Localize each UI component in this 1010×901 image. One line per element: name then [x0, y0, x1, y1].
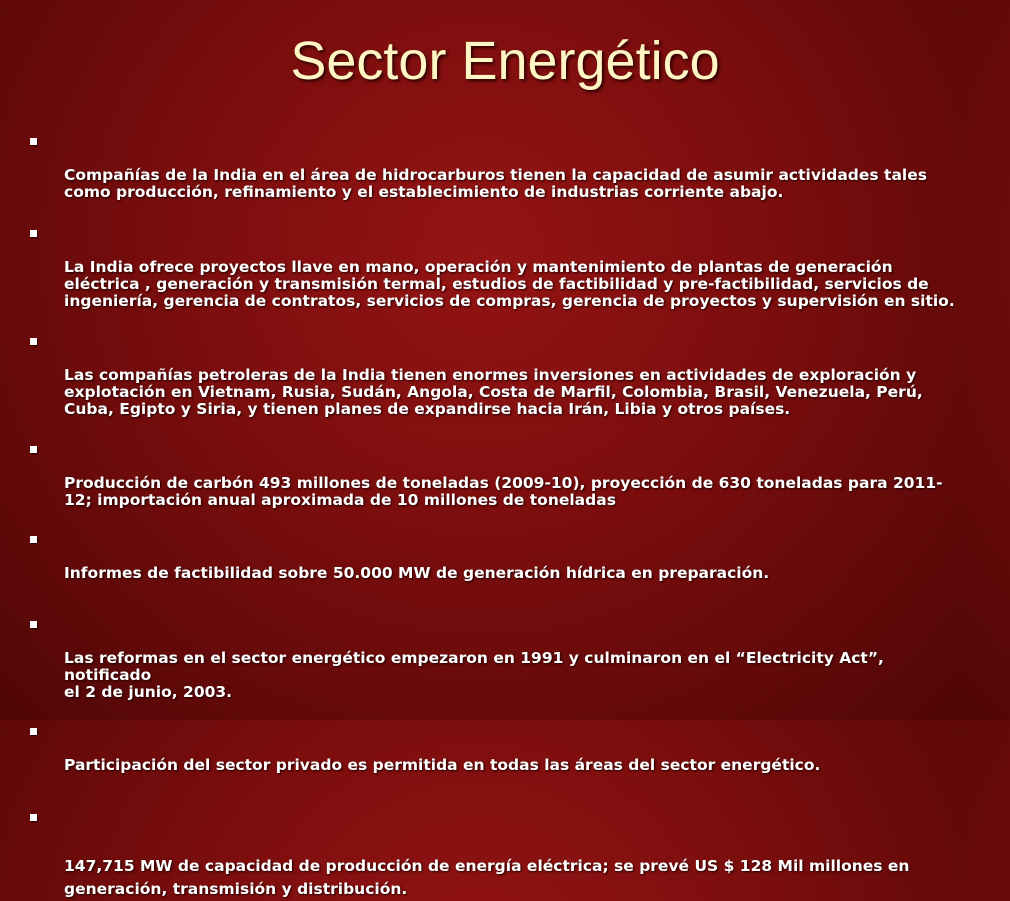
- bullet-square-icon: [30, 138, 37, 145]
- bullet-text: Compañías de la India en el área de hidrocarburos tienen la capacidad de asumir actividades tales como producción, refinamiento y el establecimiento de industrias corriente abajo.: [64, 166, 927, 201]
- bullet-item: [30, 333, 960, 418]
- bullet-text: La India ofrece proyectos llave en mano, operación y mantenimiento de plantas de generación eléctrica , generación y transmisión termal, estudios de factibilidad y pre-factibilidad, servicios de ingeniería, gerencia de contratos, servicios de compras, gerencia de proyectos y supervisión en sitio.: [64, 258, 955, 310]
- bullet-item: [30, 809, 960, 901]
- bullet-square-icon: [30, 230, 37, 237]
- bullet-item: [30, 133, 960, 201]
- bullet-text: Las compañías petroleras de la India tienen enormes inversiones en actividades de exploración y explotación en Vietnam, Rusia, Sudán, Angola, Costa de Marfil, Colombia, Brasil, Venezuela, Perú, Cuba, Egipto y Siria, y tienen planes de expandirse hacia Irán, Libia y otros países.: [64, 366, 923, 418]
- bullet-item: [30, 441, 960, 509]
- bullet-square-icon: [30, 814, 37, 821]
- bullet-item: [30, 616, 960, 701]
- bullet-item: [30, 225, 960, 310]
- bullet-square-icon: [30, 338, 37, 345]
- bullet-square-icon: [30, 728, 37, 735]
- bullet-item: [30, 531, 960, 582]
- bullet-text: Participación del sector privado es permitida en todas las áreas del sector energético.: [64, 756, 821, 774]
- bullet-text: 147,715 MW de capacidad de producción de energía eléctrica; se prevé US $ 128 Mil millones en generación, transmisión y distribución.: [64, 857, 910, 898]
- bullet-text: Informes de factibilidad sobre 50.000 MW de generación hídrica en preparación.: [64, 564, 770, 582]
- bullet-square-icon: [30, 621, 37, 628]
- bullet-list: [30, 133, 960, 901]
- bullet-item: [30, 723, 960, 774]
- bullet-square-icon: [30, 536, 37, 543]
- slide-title: Sector Energético: [290, 31, 720, 91]
- bullet-text: Producción de carbón 493 millones de toneladas (2009-10), proyección de 630 toneladas para 2011- 12; importación anual aproximada de 10 millones de toneladas: [64, 474, 943, 509]
- bullet-text: Las reformas en el sector energético empezaron en 1991 y culminaron en el “Electricity Act”, notificado el 2 de junio, 2003.: [64, 649, 884, 701]
- bullet-square-icon: [30, 446, 37, 453]
